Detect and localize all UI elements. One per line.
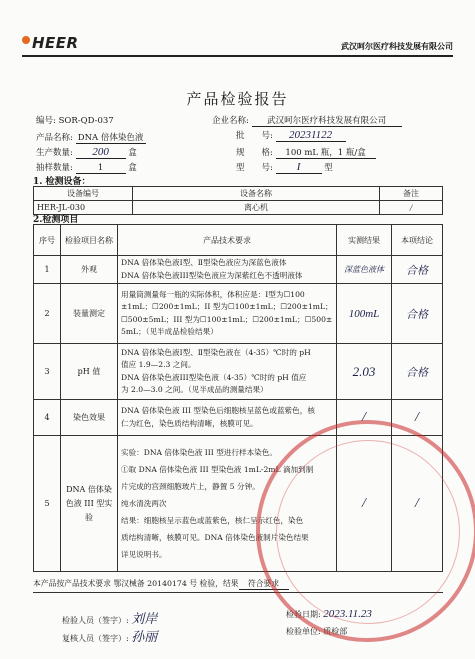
sample-qty-field: 抽样数量: 1 盒 [36,163,137,173]
report-number: 编号: SOR-QD-037 [36,116,114,126]
row-requirement: DNA 倍体染色液Ⅰ型、Ⅱ型染色液在（4-35）℃时的 pH 值应 1.9—2.3 之间。 DNA 倍体染色液III型染色液（4-35）℃时的 pH 值应 为 2.0—3.0 之间。（见半成品的测量结果） [118,344,337,400]
row-item: 装量测定 [61,284,118,344]
row-conclusion: 合格 [392,344,443,400]
header-result: 实测结果 [337,225,392,256]
header-item: 检验项目名称 [61,225,118,256]
row-conclusion: 合格 [392,256,443,284]
row-item: 染色效果 [61,400,118,436]
header-requirement: 产品技术要求 [118,225,337,256]
row-conclusion: 合格 [392,284,443,344]
row-no: 1 [34,256,61,284]
model-field: 型 号: I 型 [236,161,333,173]
row-requirement: DNA 倍体染色液Ⅰ型、Ⅱ型染色液应为深蓝色液体 DNA 倍体染色液III型染色液应为深紫红色不透明液体 [118,256,337,284]
row-conclusion: / [392,400,443,436]
equipment-name: 离心机 [133,201,380,215]
report-title: 产品检验报告 [186,90,289,108]
row-no: 3 [34,344,61,400]
company-field: 企业名称: 武汉呵尔医疗科技发展有限公司 [212,114,402,127]
product-field: 产品名称: DNA 倍体染色液 [36,131,146,144]
equipment-header-code: 设备编号 [34,187,133,201]
row-result: / [337,400,392,436]
equipment-note: / [380,201,443,215]
company-logo: HEER [22,34,79,52]
row-result: / [337,436,392,572]
table-row [34,201,443,215]
inspection-unit: 检验单位: 质检部 [286,627,348,636]
spec-field: 规 格: 100 mL 瓶，1 瓶/盒 [236,146,376,159]
logo-dot-icon [22,36,30,44]
row-result: 100mL [337,284,392,344]
section-equipment: 1. 检测设备： [33,177,91,187]
row-no: 5 [34,436,61,572]
inspection-date: 检验日期: 2023.11.23 [286,608,372,620]
reviewer-signature: 复核人员（签字）: 孙丽 [62,629,158,644]
equipment-header-note: 备注 [380,187,443,201]
equipment-code: HER-JL-030 [34,201,133,215]
equipment-table [33,186,443,215]
row-item: pH 值 [61,344,118,400]
equipment-header-name: 设备名称 [133,187,380,201]
row-result: 深蓝色液体 [337,256,392,284]
row-conclusion: / [392,436,443,572]
section-test-items: 2.检测项目 [33,215,79,225]
row-result: 2.03 [337,344,392,400]
production-qty-field: 生产数量: 200 盒 [36,146,137,158]
table-row [34,284,443,344]
row-item: DNA 倍体染色液 III 型实验 [61,436,118,572]
row-no: 4 [34,400,61,436]
inspector-signature: 检验人员（签字）: 刘岸 [62,611,158,626]
table-row [34,344,443,400]
header-divider [22,55,453,57]
row-no: 2 [34,284,61,344]
table-row [34,187,443,201]
row-requirement: 实验：DNA 倍体染色液 III 型进行样本染色。 ①取 DNA 倍体染色液 III 型染色液 1mL-2mL 滴加到制 片完成的宫颈细胞玻片上，静置 5 分钟。 纯水清洗两次 结果：细胞核呈示蓝色或蓝紫色，核仁呈示红色，染色 质结构清晰，核膜可见。DNA 倍体染色液制片染色结果 详见说明书。 [118,436,337,572]
seal-inner-ring [276,440,460,624]
overall-conclusion: 本产品按产品技术要求 鄂汉械备 20140174 号 检验，结果 符合要求 [33,578,443,593]
company-seal-stamp [256,420,475,642]
header-conclusion: 本项结论 [392,225,443,256]
row-requirement: DNA 倍体染色液 III 型染色后细胞核呈蓝色或蓝紫色，核 仁为红色，染色质结构清晰，核膜可见。 [118,400,337,436]
header-company-name: 武汉呵尔医疗科技发展有限公司 [341,41,453,51]
batch-field: 批 号: 20231122 [236,129,346,142]
header-no: 序号 [34,225,61,256]
row-requirement: 用量筒测量每一瓶的实际体积，体积应是：Ⅰ型为☐100 ±1mL；☐200±1mL；II 型为☐100±1mL；☐200±1mL； ☐500±5mL；III 型为☐100±1mL；☐200±1mL；☐500± 5mL；（见半成品检验结果） [118,284,337,344]
table-row [34,256,443,284]
row-item: 外观 [61,256,118,284]
table-header-row [34,225,443,256]
